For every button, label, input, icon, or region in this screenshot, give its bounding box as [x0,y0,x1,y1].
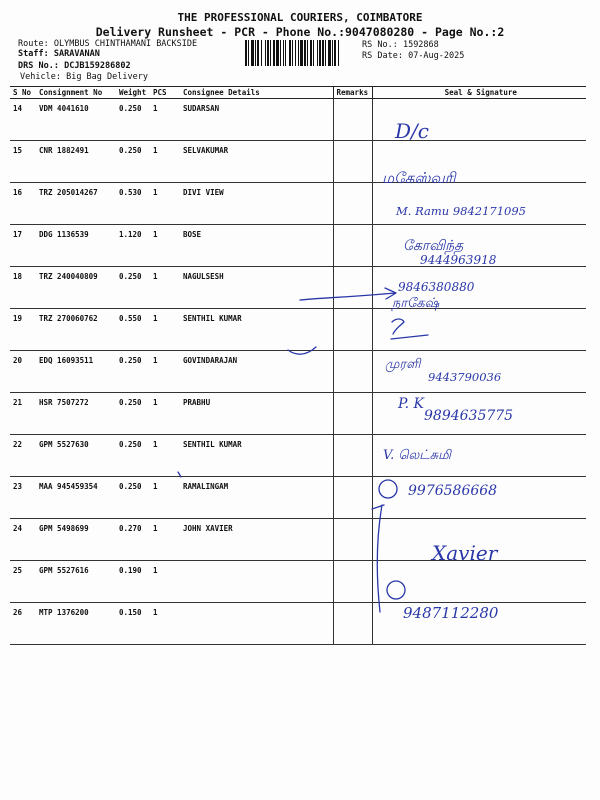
cell-consignment-no: CNR 1882491 [36,141,116,183]
table-row [10,561,586,603]
cell-remarks [333,141,372,183]
table-row [10,99,586,141]
cell-seal-signature [372,183,586,225]
cell-sno: 16 [10,183,36,225]
cell-pcs: 1 [150,477,180,519]
cell-consignee: SELVAKUMAR [180,141,333,183]
signature-r23: 9976586668 [408,483,498,499]
cell-weight: 0.250 [116,267,150,309]
cell-weight: 0.250 [116,393,150,435]
cell-pcs: 1 [150,435,180,477]
cell-remarks [333,519,372,561]
cell-seal-signature [372,477,586,519]
cell-consignment-no: HSR 7507272 [36,393,116,435]
cell-pcs: 1 [150,99,180,141]
cell-consignee: DIVI VIEW [180,183,333,225]
cell-pcs: 1 [150,309,180,351]
cell-sno: 17 [10,225,36,267]
rs-no-value: 1592868 [402,40,439,50]
cell-consignee [180,603,333,645]
cell-consignment-no: TRZ 270060762 [36,309,116,351]
cell-consignee: GOVINDARAJAN [180,351,333,393]
cell-seal-signature [372,435,586,477]
cell-sno: 24 [10,519,36,561]
cell-remarks [333,477,372,519]
col-header-weight: Weight [116,87,150,99]
cell-remarks [333,435,372,477]
cell-remarks [333,603,372,645]
cell-pcs: 1 [150,141,180,183]
cell-weight: 0.550 [116,309,150,351]
cell-pcs: 1 [150,183,180,225]
cell-seal-signature [372,519,586,561]
cell-sno: 15 [10,141,36,183]
signature-r17-name: கோவிந்த [403,238,464,254]
table-row [10,351,586,393]
drs-label: DRS No.: [18,61,59,71]
table-row [10,309,586,351]
cell-consignment-no: VDM 4041610 [36,99,116,141]
cell-weight: 0.250 [116,351,150,393]
cell-seal-signature [372,225,586,267]
cell-weight: 0.250 [116,477,150,519]
company-title: THE PROFESSIONAL COURIERS, COIMBATORE [177,11,423,24]
col-header-seal: Seal & Signature [372,87,586,99]
cell-pcs: 1 [150,225,180,267]
rs-date-value: 07-Aug-2025 [408,51,465,61]
cell-consignee: NAGULSESH [180,267,333,309]
staff-line [18,49,100,59]
cell-sno: 25 [10,561,36,603]
col-header-pcs: PCS [150,87,180,99]
vehicle-label: Vehicle: [20,72,61,82]
cell-weight: 0.250 [116,141,150,183]
signature-r26: 9487112280 [403,604,499,622]
cell-sno: 26 [10,603,36,645]
signature-r14: D/c [395,119,429,143]
cell-remarks [333,561,372,603]
cell-seal-signature [372,351,586,393]
cell-remarks [333,351,372,393]
signature-r16: M. Ramu 9842171095 [396,204,526,218]
signature-r25: Xavier [432,541,498,565]
cell-consignment-no: MTP 1376200 [36,603,116,645]
table-row [10,183,586,225]
cell-consignment-no: GPM 5527630 [36,435,116,477]
cell-remarks [333,393,372,435]
signature-r15: மகேஸ்வரி [382,169,456,187]
cell-seal-signature [372,99,586,141]
cell-consignment-no: TRZ 240040809 [36,267,116,309]
signature-r22: V. லெட்சுமி [383,448,451,463]
cell-seal-signature [372,267,586,309]
cell-weight: 0.270 [116,519,150,561]
table-row [10,225,586,267]
vehicle-line [20,72,148,82]
cell-weight: 1.120 [116,225,150,267]
table-row [10,393,586,435]
route-line [18,39,197,49]
cell-weight: 0.530 [116,183,150,225]
drs-value: DCJB159286802 [64,61,131,71]
cell-consignment-no: EDQ 16093511 [36,351,116,393]
barcode [245,40,353,66]
cell-sno: 23 [10,477,36,519]
cell-consignee: SUDARSAN [180,99,333,141]
staff-value: SARAVANAN [53,49,100,59]
cell-pcs: 1 [150,603,180,645]
cell-pcs: 1 [150,393,180,435]
cell-consignment-no: TRZ 205014267 [36,183,116,225]
signature-r20-name: முரளி [385,357,421,372]
route-value: OLYMBUS CHINTHAMANI BACKSIDE [53,39,198,49]
rs-date-label: RS Date: [362,51,403,61]
cell-remarks [333,225,372,267]
col-header-sno: S No [10,87,36,99]
cell-consignment-no: DDG 1136539 [36,225,116,267]
rs-no-label: RS No.: [362,40,398,50]
table-row [10,519,586,561]
cell-consignee: SENTHIL KUMAR [180,435,333,477]
signature-r18-name: நாகேஷ் [392,296,440,311]
table-row [10,141,586,183]
cell-consignment-no: MAA 945459354 [36,477,116,519]
signature-r21-initial: P. K [398,396,424,412]
table-row [10,435,586,477]
cell-consignee: BOSE [180,225,333,267]
cell-sno: 20 [10,351,36,393]
rs-no-line [362,40,439,50]
cell-remarks [333,267,372,309]
cell-seal-signature [372,561,586,603]
signature-r21-phone: 9894635775 [424,408,514,424]
table-row [10,603,586,645]
cell-seal-signature [372,393,586,435]
runsheet-subtitle: Delivery Runsheet - PCR - Phone No.:9047080280 - Page No.:2 [95,25,505,39]
cell-pcs: 1 [150,267,180,309]
signature-r18-phone: 9846380880 [398,280,475,294]
cell-consignee: PRABHU [180,393,333,435]
cell-sno: 18 [10,267,36,309]
cell-seal-signature [372,603,586,645]
signature-r17-phone: 9444963918 [420,253,497,267]
runsheet-table [10,86,586,645]
col-header-consignee: Consignee Details [180,87,333,99]
cell-consignee [180,561,333,603]
cell-pcs: 1 [150,561,180,603]
cell-consignment-no: GPM 5498699 [36,519,116,561]
cell-weight: 0.190 [116,561,150,603]
cell-seal-signature [372,141,586,183]
cell-consignee: JOHN XAVIER [180,519,333,561]
cell-sno: 22 [10,435,36,477]
cell-consignee: SENTHIL KUMAR [180,309,333,351]
cell-remarks [333,183,372,225]
cell-sno: 19 [10,309,36,351]
vehicle-value: Big Bag Delivery [66,72,148,82]
staff-label: Staff: [18,49,49,59]
rs-date-line [362,51,464,61]
cell-weight: 0.150 [116,603,150,645]
table-row [10,477,586,519]
cell-weight: 0.250 [116,99,150,141]
cell-sno: 14 [10,99,36,141]
cell-weight: 0.250 [116,435,150,477]
col-header-consignment: Consignment No [36,87,116,99]
route-label: Route: [18,39,49,49]
cell-pcs: 1 [150,519,180,561]
table-header-row [10,87,586,99]
cell-remarks [333,99,372,141]
cell-pcs: 1 [150,351,180,393]
col-header-remarks: Remarks [333,87,372,99]
drs-line [18,61,131,71]
cell-sno: 21 [10,393,36,435]
cell-seal-signature [372,309,586,351]
table-row [10,267,586,309]
cell-remarks [333,309,372,351]
cell-consignee: RAMALINGAM [180,477,333,519]
signature-r20-phone: 9443790036 [428,370,502,384]
cell-consignment-no: GPM 5527616 [36,561,116,603]
